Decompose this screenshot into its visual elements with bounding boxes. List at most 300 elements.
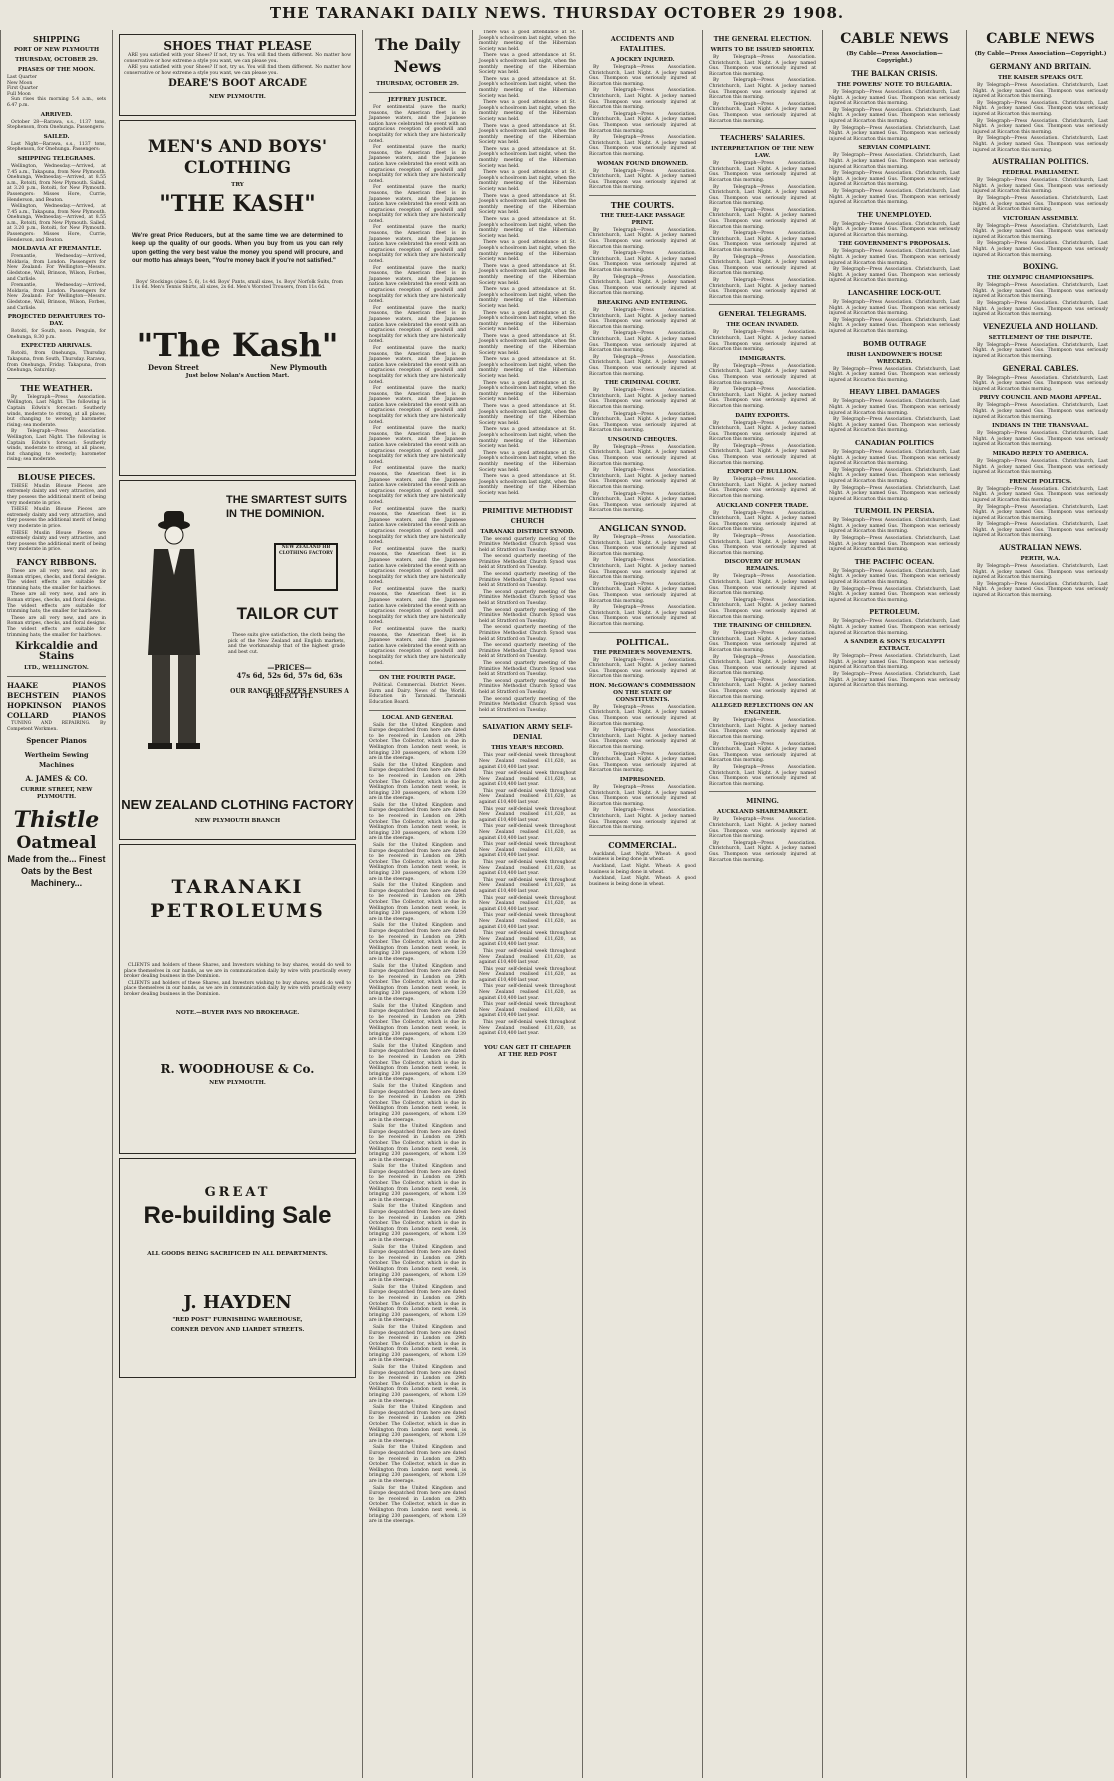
blouse-text: THESE Muslin Blouse Pieces are extremely dainty and very attractive, and they possess the additional merit of being very moderate in price. — [7, 483, 106, 506]
editorial-text: For sentimental (save the mark) reasons, the American fleet is in Japanese waters, and the Japanese nation have celebrated the event with an ungracious reception of goodwill and hospitality for which they are historically noted. — [369, 466, 466, 505]
cable-text: By Telegraph—Press Association. Christchurch, Last Night. A jockey named Gus. Thompson was seriously injured at Riccarton this morning. — [829, 125, 960, 142]
divider — [479, 717, 576, 718]
piano-label: PIANOS — [72, 691, 106, 701]
local-text: Sails for the United Kingdom and Europe despatched from here are dated to be received in London on 29th October. The Collector, which is due in Wellington from London next week, is bringing 230 passengers, of whom 139 are in the steerage. — [369, 1083, 466, 1123]
james-heading: A. JAMES & CO. — [25, 774, 88, 784]
bullion-heading: EXPORT OF BULLION. — [727, 469, 798, 476]
cheaper-notice: YOU CAN GET IT CHEAPER AT THE RED POST — [484, 1044, 571, 1058]
cooper-heading: AUCKLAND CONFER TRADE. — [716, 502, 809, 509]
court-text: By Telegraph—Press Association. Christchurch, Last Night. A jockey named Gus. Thompson was seriously injured at Riccarton this morning. — [589, 331, 696, 354]
telegram-text: By Telegraph—Press Association. Christchurch, Last Night. A jockey named Gus. Thompson was seriously injured at Riccarton this morning. — [709, 654, 816, 677]
teachers-heading: TEACHERS' SALARIES. — [720, 134, 805, 143]
moldavia-text: Fremantle, Wednesday.—Arrived, Moldavia, from London. Passengers for New Zealand: For Wellington—Messrs. Gledstone, Wall, Brinson, Wilson, Forbes, and Carlisle. — [7, 254, 106, 282]
oatmeal-tagline: Made from the... Finest Oats by the Best Machinery... — [7, 854, 106, 889]
mining-text: By Telegraph—Press Association. Christchurch, Last Night. A jockey named Gus. Thompson was seriously injured at Riccarton this morning. — [709, 817, 816, 840]
victorian-heading: VICTORIAN ASSEMBLY. — [1002, 215, 1079, 222]
mining-text: By Telegraph—Press Association. Christchurch, Last Night. A jockey named Gus. Thompson was seriously injured at Riccarton this morning. — [709, 840, 816, 863]
cable-text: By Telegraph—Press Association. Christchurch, Last Night. A jockey named Gus. Thompson was seriously injured at Riccarton this morning. — [973, 458, 1108, 476]
salvation-text: This year self-denial week throughout New Zealand realised £11,620, as against £10,400 last year. — [479, 948, 576, 966]
primitive-text: The second quarterly meeting of the Primitive Methodist Church Synod was held at Stratford on Tuesday. — [479, 696, 576, 713]
masthead: THE TARANAKI DAILY NEWS. THURSDAY OCTOBER 29 1908. — [269, 4, 845, 22]
deare-address: NEW PLYMOUTH. — [209, 94, 266, 101]
libel-heading: HEAVY LIBEL DAMAGES — [849, 388, 940, 397]
cable-text: By Telegraph—Press Association. Christchurch, Last Night. A jockey named Gus. Thompson was seriously injured at Riccarton this morning. — [973, 283, 1108, 300]
divider — [709, 304, 816, 305]
local-text: There was a good attendance at St. Joseph's schoolroom last night, when the monthly meeting of the Hibernian Society was held. — [479, 474, 576, 496]
great-label: GREAT — [204, 1185, 271, 1200]
primitive-text: The second quarterly meeting of the Primitive Methodist Church Synod was held at Stratford on Tuesday. — [479, 643, 576, 660]
cable-text: By Telegraph—Press Association. Christchurch, Last Night. A jockey named Gus. Thompson was seriously injured at Riccarton this morning. — [973, 564, 1108, 581]
telegrams-text-cont: Wellington, Wednesday.—Arrived, at 7.45 a.m., Takapuna, from New Plymouth. Onehunga, Wednesday.—Arrived, at 8.55 a.m., Rotoiti, from New Plymouth. Sailed, at 3.20 p.m., Rotoiti, for New Plymouth. Passengers: Misses Hore, Currie, Henderson, and Beaton. — [7, 204, 106, 243]
shoes-text: ARE you satisfied with your Shoes? If not, try us. You will find them different. No matter how conservative or how extreme a style you want, we can please you. — [124, 53, 351, 64]
piano-brand: HOPKINSON — [7, 701, 62, 711]
editorial-text: For sentimental (save the mark) reasons, the American fleet is in Japanese waters, and the Japanese nation have celebrated the event with an ungracious reception of goodwill and hospitality for which they are historically noted. — [369, 386, 466, 425]
cable-text: By Telegraph—Press Association. Christchurch, Last Night. A jockey named Gus. Thompson was seriously injured at Riccarton this morning. — [829, 586, 960, 603]
tuning-text: TUNING AND REPAIRING. By Competent Workmen. — [7, 721, 106, 732]
telegram-text: By Telegraph—Press Association. Christchurch, Last Night. A jockey named Gus. Thompson was seriously injured at Riccarton this morning. — [709, 420, 816, 443]
editorial-text: For sentimental (save the mark) reasons, the American fleet is in Japanese waters, and the Japanese nation have celebrated the event with an ungracious reception of goodwill and hospitality for which they are historically noted. — [369, 145, 466, 184]
cable-text: By Telegraph—Press Association. Christchurch, Last Night. A jockey named Gus. Thompson was seriously injured at Riccarton this morning. — [973, 581, 1108, 599]
petroleum-text-cont: CLIENTS and holders of these Shares, and Investors wishing to buy shares, would do well to place themselves in our hands, as we are in communication daily by wire with practically every broker dealing business in the Dominion. — [124, 980, 351, 997]
tree-heading: THE TREE-LAKE PASSAGE PRINT. — [600, 212, 685, 226]
synod-text: By Telegraph—Press Association. Christchurch, Last Night. A jockey named Gus. Thompson was seriously injured at Riccarton this morning. — [589, 558, 696, 581]
divider — [589, 195, 696, 196]
cable-text: By Telegraph—Press Association. Christchurch, Last Night. A jockey named Gus. Thompson was seriously injured at Riccarton this morning. — [973, 301, 1108, 318]
primitive-text: The second quarterly meeting of the Primitive Methodist Church Synod was held at Stratford on Tuesday. — [479, 589, 576, 607]
sailed-text: Last Night—Rarawa, s.s., 1137 tons, Stephenson, for Onehunga. Passengers: — [7, 141, 106, 153]
cable-text: By Telegraph—Press Association. Christchurch, Last Night. A jockey named Gus. Thompson was seriously injured at Riccarton this morning. — [973, 223, 1108, 240]
salvation-text: This year self-denial week throughout New Zealand realised £11,620, as against £10,400 last year. — [479, 842, 576, 859]
synod-text: By Telegraph—Press Association. Christchurch, Last Night. A jockey named Gus. Thompson was seriously injured at Riccarton this morning. — [589, 605, 696, 627]
telegram-text: By Telegraph—Press Association. Christchurch, Last Night. A jockey named Gus. Thompson was seriously injured at Riccarton this morning. — [709, 477, 816, 500]
rebuilding-sale-ad — [119, 1158, 356, 1378]
spencer-heading: Spencer Pianos — [26, 736, 87, 746]
telegram-text: By Telegraph—Press Association. Christchurch, Last Night. A jockey named Gus. Thompson was seriously injured at Riccarton this morning. — [709, 443, 816, 466]
petroleum-cable-heading: PETROLEUM. — [869, 608, 920, 617]
interp-heading: INTERPRETATION OF THE NEW LAW. — [711, 146, 814, 160]
salvation-text: This year self-denial week throughout New Zealand realised £11,620, as against £10,400 last year. — [479, 788, 576, 806]
cable-text: By Telegraph—Press Association. Christchurch, Last Night. A jockey named Gus. Thompson was seriously injured at Riccarton this morning. — [973, 486, 1108, 503]
local-text: Sails for the United Kingdom and Europe despatched from here are dated to be received in London on 29th October. The Collector, which is due in Wellington from London next week, is bringing 230 passengers, of whom 139 are in the steerage. — [369, 1003, 466, 1043]
settlement-heading: SETTLEMENT OF THE DISPUTE. — [988, 334, 1093, 341]
divider — [589, 518, 696, 519]
kash-items: Boys' Stockings (sizes 5, 6), 1s 4d. Boys' Pants, small sizes, 1s. Boys' Norfolk Suits, from 11s 6d. Men's Tennis Shirts, all sizes, 2s 6d. Men's Worsted Trousers, from 11s 6d. — [132, 279, 343, 291]
hb-badge: NEW ZEALAND HB CLOTHING FACTORY — [274, 543, 338, 591]
primitive-text: The second quarterly meeting of the Primitive Methodist Church Synod was held at Stratford on Tuesday. — [479, 625, 576, 642]
piano-brand: HAAKE — [7, 681, 38, 691]
clothing-factory-ad — [119, 480, 356, 840]
accidents-heading: ACCIDENTS AND FATALITIES. — [610, 35, 675, 53]
cable-text: By Telegraph—Press Association. Christchurch, Last Night. A jockey named Gus. Thompson was seriously injured at Riccarton this morning. — [973, 342, 1108, 359]
piano-label: PIANOS — [72, 681, 106, 691]
divider — [589, 835, 696, 836]
column-shipping — [0, 30, 112, 1778]
tailor-text: These suits give satisfaction, the cloth being the pick of the New Zealand and English markets, and the workmanship that of the highest grade and best cut. — [228, 633, 345, 655]
training-heading: THE TRAINING OF CHILDREN. — [713, 623, 812, 630]
cable-text: By Telegraph—Press Association. Christchurch, Last Night. A jockey named Gus. Thompson was seriously injured at Riccarton this morning. — [829, 267, 960, 284]
general-cables-heading: GENERAL CABLES. — [1002, 363, 1079, 373]
cable-text: By Telegraph—Press Association. Christchurch, Last Night. A jockey named Gus. Thompson was seriously injured at Riccarton this morning. — [829, 536, 960, 553]
political-heading: POLITICAL. — [615, 636, 670, 647]
primitive-text: The second quarterly meeting of the Primitive Methodist Church Synod was held at Stratford on Tuesday. — [479, 572, 576, 589]
local-text: There was a good attendance at St. Joseph's schoolroom last night, when the monthly meeting of the Hibernian Society was held. — [479, 123, 576, 146]
kirkcaldie-sub: LTD., WELLINGTON. — [24, 665, 89, 672]
piano-brand: COLLARD — [7, 711, 49, 721]
local-text: Sails for the United Kingdom and Europe despatched from here are dated to be received in London on 29th October. The Collector, which is due in Wellington from London next week, is bringing 230 passengers, of whom 139 are in the steerage. — [369, 762, 466, 802]
range-text: OUR RANGE OF SIZES ENSURES A PERFECT FIT. — [230, 687, 349, 701]
cable-text: By Telegraph—Press Association. Christchurch, Last Night. A jockey named Gus. Thompson was seriously injured at Riccarton this morning. — [829, 107, 960, 124]
telegrams-text: Wellington, Wednesday.—Arrived, at 7.45 a.m., Takapuna, from New Plymouth. Onehunga, Wednesday.—Arrived, at 8.55 a.m., Rotoiti, from New Plymouth. Sailed, at 3.20 p.m., Rotoiti, for New Plymouth. Passengers: Misses Hore, Currie, Henderson, and Beaton. — [7, 163, 106, 203]
column-editorial — [362, 30, 472, 1778]
editorial-text: For sentimental (save the mark) reasons, the American fleet is in Japanese waters, and the Japanese nation have celebrated the event with an ungracious reception of goodwill and hospitality for which they are historically noted. — [369, 105, 466, 144]
kash-street: Devon Street — [148, 362, 199, 372]
salvation-text: This year self-denial week throughout New Zealand realised £11,620, as against £10,400 last year. — [479, 860, 576, 877]
synod-text: By Telegraph—Press Association. Christchurch, Last Night. A jockey named Gus. Thompson was seriously injured at Riccarton this morning. — [589, 581, 696, 604]
salvation-text: This year self-denial week throughout New Zealand realised £11,620, as against £10,400 last year. — [479, 877, 576, 894]
local-text: Sails for the United Kingdom and Europe despatched from here are dated to be received in London on 29th October. The Collector, which is due in Wellington from London next week, is bringing 230 passengers, of whom 139 are in the steerage. — [369, 883, 466, 922]
price-list: 47s 6d, 52s 6d, 57s 6d, 63s — [236, 670, 343, 680]
court-text: By Telegraph—Press Association. Christchurch, Last Night. A jockey named Gus. Thompson was seriously injured at Riccarton this morning. — [589, 227, 696, 250]
column-cable-2 — [966, 30, 1114, 1778]
venezuela-heading: VENEZUELA AND HOLLAND. — [983, 321, 1098, 331]
local-text: Sails for the United Kingdom and Europe despatched from here are dated to be received in London on 29th October. The Collector, which is due in Wellington from London next week, is bringing 230 passengers, of whom 139 are in the steerage. — [369, 1284, 466, 1324]
divider — [589, 632, 696, 633]
telegram-text: By Telegraph—Press Association. Christchurch, Last Night. A jockey named Gus. Thompson was seriously injured at Riccarton this morning. — [709, 677, 816, 700]
blouse-text-cont2: THESE Muslin Blouse Pieces are extremely dainty and very attractive, and they possess the additional merit of being very moderate in price. — [7, 530, 106, 553]
cable-text: By Telegraph—Press Association. Christchurch, Last Night. A jockey named Gus. Thompson was seriously injured at Riccarton this morning. — [829, 153, 960, 170]
moon-item: Full Moon — [7, 91, 31, 97]
salvation-text: This year self-denial week throughout New Zealand realised £11,620, as against £10,400 last year. — [479, 1002, 576, 1019]
jockey-heading: A JOCKEY INJURED. — [610, 57, 675, 63]
bomb-heading: BOMB OUTRAGE — [862, 339, 927, 348]
ribbons-text: These are all very new, and are in Roman stripes, checks, and floral designs. The widest effects are suitable for trimming hats; the smaller for hairbows. — [7, 569, 106, 591]
local-text: There was a good attendance at St. Joseph's schoolroom last night, when the monthly meeting of the Hibernian Society was held. — [479, 450, 576, 473]
local-text: There was a good attendance at St. Joseph's schoolroom last night, when the monthly meeting of the Hibernian Society was held. — [479, 170, 576, 193]
cable-text: By Telegraph—Press Association. Christchurch, Last Night. A jockey named Gus. Thompson was seriously injured at Riccarton this morning. — [829, 249, 960, 266]
editorial-date: THURSDAY, OCTOBER 29. — [376, 81, 459, 87]
unsound-heading: UNSOUND CHEQUES. — [607, 436, 678, 443]
primitive-text: The second quarterly meeting of the Primitive Methodist Church Synod was held at Stratford on Tuesday. — [479, 607, 576, 624]
political-text: By Telegraph—Press Association. Christchurch, Last Night. A jockey named Gus. Thompson was seriously injured at Riccarton this morning. — [589, 728, 696, 751]
moon-list — [7, 75, 106, 97]
sailed-heading: SAILED. — [43, 133, 70, 140]
moldavia-heading: MOLDAVIA AT FREMANTLE. — [11, 246, 102, 253]
red-post-text: "RED POST" FURNISHING WAREHOUSE, — [172, 1317, 303, 1323]
telegram-text: By Telegraph—Press Association. Christchurch, Last Night. A jockey named Gus. Thompson was seriously injured at Riccarton this morning. — [709, 631, 816, 653]
commercial-text: Auckland, Last Night. Wheat: A good business is being done in wheat. — [589, 851, 696, 863]
tailor-cut-heading: TAILOR CUT — [236, 604, 339, 623]
cable-text: By Telegraph—Press Association. Christchurch, Last Night. A jockey named Gus. Thompson was seriously injured at Riccarton this morning. — [829, 654, 960, 671]
editorial-text: For sentimental (save the mark) reasons, the American fleet is in Japanese waters, and the Japanese nation have celebrated the event with an ungracious reception of goodwill and hospitality for which they are historically noted. — [369, 345, 466, 385]
auckland-heading: AUCKLAND SHAREMARKET. — [717, 809, 808, 816]
election-sub: WRITS TO BE ISSUED SHORTLY. — [710, 47, 815, 53]
port-title: PORT OF NEW PLYMOUTH — [13, 47, 100, 53]
local-text: Sails for the United Kingdom and Europe despatched from here are dated to be received in London on 29th October. The Collector, which is due in Wellington from London next week, is bringing 230 passengers, of whom 139 are in the steerage. — [369, 843, 466, 882]
primitive-text: The second quarterly meeting of the Primitive Methodist Church Synod was held at Stratford on Tuesday. — [479, 660, 576, 678]
cable-text: By Telegraph—Press Association. Christchurch, Last Night. A jockey named Gus. Thompson was seriously injured at Riccarton this morning. — [973, 403, 1108, 420]
cable-text: By Telegraph—Press Association. Christchurch, Last Night. A jockey named Gus. Thompson was seriously injured at Riccarton this morning. — [829, 90, 960, 107]
cable-text: By Telegraph—Press Association. Christchurch, Last Night. A jockey named Gus. Thompson was seriously injured at Riccarton this morning. — [829, 171, 960, 188]
cable-text: By Telegraph—Press Association. Christchurch, Last Night. A jockey named Gus. Thompson was seriously injured at Riccarton this morning. — [829, 300, 960, 317]
primitive-text: The second quarterly meeting of the Primitive Methodist Church Synod was held at Stratford on Tuesday. — [479, 554, 576, 571]
cable-sub: (By Cable—Press Association—Copyright.) — [974, 51, 1107, 57]
immigrants-heading: IMMIGRANTS. — [739, 355, 786, 362]
local-text: Sails for the United Kingdom and Europe despatched from here are dated to be received in London on 29th October. The Collector, which is due in Wellington from London next week, is bringing 230 passengers, of whom 139 are in the steerage. — [369, 1164, 466, 1203]
cable-sub: (By Cable—Press Association—Copyright.) — [846, 51, 943, 64]
lancashire-heading: LANCASHIRE LOCK-OUT. — [847, 289, 942, 298]
teachers-text: By Telegraph—Press Association. Christchurch, Last Night. A jockey named Gus. Thompson was seriously injured at Riccarton this morning. — [709, 254, 816, 277]
ribbons-text-cont2: These are all very new, and are in Roman stripes, checks, and floral designs. The widest effects are suitable for trimming hats; the smaller for hairbows. — [7, 615, 106, 638]
local-text: There was a good attendance at St. Joseph's schoolroom last night, when the monthly meeting of the Hibernian Society was held. — [479, 333, 576, 356]
local-text: Sails for the United Kingdom and Europe despatched from here are dated to be received in London on 29th October. The Collector, which is due in Wellington from London next week, is bringing 230 passengers, of whom 139 are in the steerage. — [369, 722, 466, 762]
hon-heading: HON. McGOWAN'S COMMISSION ON THE STATE OF CONSTITUENTS. — [589, 682, 696, 703]
kash-text: We're great Price Reducers, but at the same time we are determined to keep up the quality of our goods. When you buy from us you can rely upon getting the very best value the money you spend will procure, and our motto has always been, "You're money back if you're not satisfied." — [132, 233, 343, 265]
editorial-text: For sentimental (save the mark) reasons, the American fleet is in Japanese waters, and the Japanese nation have celebrated the event with an ungracious reception of goodwill and hospitality for which they are historically noted. — [369, 225, 466, 265]
blouse-text-cont: THESE Muslin Blouse Pieces are extremely dainty and very attractive, and they possess the additional merit of being very moderate in price. — [7, 507, 106, 530]
weather-text-cont: By Telegraph—Press Association. Wellington, Last Night. The following is Captain Edwin's forecast: Southerly winds, moderate to strong, at all places, but changing to westerly; barometer rising; sea moderate. — [7, 429, 106, 463]
sun-times: Sun rises this morning 5.4 a.m., sets 6.47 p.m. — [7, 97, 106, 108]
local-text: There was a good attendance at St. Joseph's schoolroom last night, when the monthly meeting of the Hibernian Society was held. — [479, 76, 576, 99]
pacific-heading: THE PACIFIC OCEAN. — [854, 557, 935, 566]
alleged-heading: ALLEGED REFLECTIONS ON AN ENGINEER. — [711, 703, 814, 717]
drowned-text: By Telegraph—Press Association. Christchurch, Last Night. A jockey named Gus. Thompson was seriously injured at Riccarton this morning. — [589, 168, 696, 191]
fourth-page-list: Political. Commercial. District News. Farm and Dairy. News of the World. Education in Taranaki. Taranaki Education Board. — [369, 683, 466, 705]
local-text: There was a good attendance at St. Joseph's schoolroom last night, when the monthly meeting of the Hibernian Society was held. — [479, 404, 576, 426]
kash-ad — [119, 120, 356, 476]
divider — [7, 467, 106, 468]
nzcf-branch: NEW PLYMOUTH BRANCH — [194, 818, 281, 824]
perth-heading: PERTH, W.A. — [1020, 556, 1061, 563]
indians-heading: INDIANS IN THE TRANSVAAL. — [992, 423, 1089, 430]
teachers-text: By Telegraph—Press Association. Christchurch, Last Night. A jockey named Gus. Thompson was seriously injured at Riccarton this morning. — [709, 161, 816, 183]
cable-text: By Telegraph—Press Association. Christchurch, Last Night. A jockey named Gus. Thompson was seriously injured at Riccarton this morning. — [829, 417, 960, 434]
court-text: By Telegraph—Press Association. Christchurch, Last Night. A jockey named Gus. Thompson was seriously injured at Riccarton this morning. — [589, 444, 696, 467]
ribbons-text-cont: These are all very new, and are in Roman stripes, checks, and floral designs. The widest effects are suitable for trimming hats; the smaller for hairbows. — [7, 592, 106, 615]
local-text: There was a good attendance at St. Joseph's schoolroom last night, when the monthly meeting of the Hibernian Society was held. — [479, 310, 576, 333]
privy-heading: PRIVY COUNCIL AND MAORI APPEAL. — [979, 395, 1102, 402]
telegram-text: By Telegraph—Press Association. Christchurch, Last Night. A jockey named Gus. Thompson was seriously injured at Riccarton this morning. — [709, 363, 816, 386]
election-text: By Telegraph—Press Association. Christchurch, Last Night. A jockey named Gus. Thompson was seriously injured at Riccarton this morning. — [709, 78, 816, 101]
cable-news-heading: CABLE NEWS — [840, 31, 949, 47]
court-text: By Telegraph—Press Association. Christchurch, Last Night. A jockey named Gus. Thompson was seriously injured at Riccarton this morning. — [589, 354, 696, 377]
local-text: There was a good attendance at St. Joseph's schoolroom last night, when the monthly meeting of the Hibernian Society was held. — [479, 193, 576, 216]
australian-news-heading: AUSTRALIAN NEWS. — [999, 543, 1082, 553]
cable-text: By Telegraph—Press Association. Christchurch, Last Night. A jockey named Gus. Thompson was seriously injured at Riccarton this morning. — [973, 83, 1108, 100]
column-cable-1 — [822, 30, 966, 1778]
local-text: Sails for the United Kingdom and Europe despatched from here are dated to be received in London on 29th October. The Collector, which is due in Wellington from London next week, is bringing 230 passengers, of whom 139 are in the steerage. — [369, 1204, 466, 1243]
piano-label: PIANOS — [72, 711, 106, 721]
cable-text: By Telegraph—Press Association. Christchurch, Last Night. A jockey named Gus. Thompson was seriously injured at Riccarton this morning. — [829, 317, 960, 334]
piano-brand: BECHSTEIN — [7, 691, 60, 701]
salvation-heading: SALVATION ARMY SELF-DENIAL — [482, 723, 573, 742]
divider — [369, 670, 466, 671]
editorial-text: For sentimental (save the mark) reasons, the American fleet is in Japanese waters, and the Japanese nation have celebrated the event with an ungracious reception of goodwill and hospitality for which they are historically noted. — [369, 586, 466, 626]
drowned-heading: WOMAN FOUND DROWNED. — [596, 160, 688, 167]
local-text: There was a good attendance at St. Joseph's schoolroom last night, when the monthly meeting of the Hibernian Society was held. — [479, 427, 576, 450]
commercial-text: Auckland, Last Night. Wheat: A good business is being done in wheat. — [589, 876, 696, 887]
telegram-text: By Telegraph—Press Association. Christchurch, Last Night. A jockey named Gus. Thompson was seriously injured at Riccarton this morning. — [709, 741, 816, 764]
federal-heading: FEDERAL PARLIAMENT. — [1002, 170, 1079, 177]
salvation-text: This year self-denial week throughout New Zealand realised £11,620, as against £10,400 last year. — [479, 1020, 576, 1037]
olympic-heading: THE OLYMPIC CHAMPIONSHIPS. — [987, 275, 1094, 282]
fourth-page-heading: ON THE FOURTH PAGE. — [379, 675, 456, 682]
divider — [709, 128, 816, 129]
divider — [369, 92, 466, 93]
editorial-text: For sentimental (save the mark) reasons, the American fleet is in Japanese waters, and the Japanese nation have celebrated the event with an ungracious reception of goodwill and hospitality for which they are historically noted. — [369, 506, 466, 546]
telegram-text: By Telegraph—Press Association. Christchurch, Last Night. A jockey named Gus. Thompson was seriously injured at Riccarton this morning. — [709, 574, 816, 597]
weather-text: By Telegraph—Press Association. Wellington, Last Night. The following is Captain Edwin's forecast: Southerly winds, moderate to strong, at all places, but changing to westerly; barometer rising; sea moderate. — [7, 394, 106, 428]
shoes-ad — [119, 34, 356, 116]
cable-text: By Telegraph—Press Association. Christchurch, Last Night. A jockey named Gus. Thompson was seriously injured at Riccarton this morning. — [829, 467, 960, 484]
telegram-text: By Telegraph—Press Association. Christchurch, Last Night. A jockey named Gus. Thompson was seriously injured at Riccarton this morning. — [709, 330, 816, 353]
salvation-text: This year self-denial week throughout New Zealand realised £11,620, as against £10,400 last year. — [479, 984, 576, 1001]
canadian-heading: CANADIAN POLITICS — [854, 438, 935, 447]
woodhouse-heading: R. WOODHOUSE & Co. — [160, 1061, 315, 1076]
political-text: By Telegraph—Press Association. Christchurch, Last Night. A jockey named Gus. Thompson was seriously injured at Riccarton this morning. — [589, 657, 696, 680]
cable-text: By Telegraph—Press Association. Christchurch, Last Night. A jockey named Gus. Thompson was seriously injured at Riccarton this morning. — [973, 522, 1108, 539]
wertheim-heading: Wertheim Sewing Machines — [24, 751, 89, 770]
dairy-heading: DAIRY EXPORTS. — [735, 412, 790, 419]
local-text: There was a good attendance at St. Joseph's schoolroom last night, when the monthly meeting of the Hibernian Society was held. — [479, 240, 576, 263]
kaiser-heading: THE KAISER SPEAKS OUT. — [998, 75, 1083, 81]
column-news — [582, 30, 702, 1778]
cable-text: By Telegraph—Press Association. Christchurch, Last Night. A jockey named Gus. Thompson was seriously injured at Riccarton this morning. — [973, 100, 1108, 117]
cable-text: By Telegraph—Press Association. Christchurch, Last Night. A jockey named Gus. Thompson was seriously injured at Riccarton this morning. — [829, 671, 960, 689]
shipping-heading: SHIPPING — [33, 34, 80, 44]
boxing-heading: BOXING. — [1022, 262, 1059, 272]
court-text: By Telegraph—Press Association. Christchurch, Last Night. A jockey named Gus. Thompson was seriously injured at Riccarton this morning. — [589, 274, 696, 297]
james-address: CURRIE STREET, NEW PLYMOUTH. — [20, 787, 93, 801]
column-ads — [112, 30, 362, 1778]
daily-news-title: The Daily News — [375, 35, 460, 76]
divider — [7, 378, 106, 379]
column-election — [702, 30, 822, 1778]
local-text: Sails for the United Kingdom and Europe despatched from here are dated to be received in London on 29th October. The Collector, which is due in Wellington from London next week, is bringing 230 passengers, of whom 139 are in the steerage. — [369, 1445, 466, 1484]
kash-heading: "THE KASH" — [159, 191, 316, 217]
germany-heading: GERMANY AND BRITAIN. — [989, 62, 1092, 71]
local-text: There was a good attendance at St. Joseph's schoolroom last night, when the monthly meeting of the Hibernian Society was held. — [479, 53, 576, 76]
shipping-date: THURSDAY, OCTOBER 29. — [15, 57, 98, 63]
cable-text: By Telegraph—Press Association. Christchurch, Last Night. A jockey named Gus. Thompson was seriously injured at Riccarton this morning. — [829, 518, 960, 535]
cable-text: By Telegraph—Press Association. Christchurch, Last Night. A jockey named Gus. Thompson was seriously injured at Riccarton this morning. — [973, 118, 1108, 135]
telegrams-heading: GENERAL TELEGRAMS. — [718, 310, 807, 319]
shoes-text-cont: ARE you satisfied with your Shoes? If not, try us. You will find them different. No matter how conservative or how extreme a style you want, we can please you. — [124, 65, 351, 76]
anglican-heading: ANGLICAN SYNOD. — [598, 523, 687, 533]
jeffrey-heading: JEFFREY JUSTICE. — [388, 97, 447, 103]
australian-heading: AUSTRALIAN POLITICS. — [992, 157, 1089, 167]
kash-logo: "The Kash" — [136, 325, 339, 364]
election-heading: THE GENERAL ELECTION. — [713, 35, 812, 43]
cable-text: By Telegraph—Press Association. Christchurch, Last Night. A jockey named Gus. Thompson was seriously injured at Riccarton this morning. — [973, 375, 1108, 392]
cable-text: By Telegraph—Press Association. Christchurch, Last Night. A jockey named Gus. Thompson was seriously injured at Riccarton this morning. — [973, 504, 1108, 521]
cable-text: By Telegraph—Press Association. Christchurch, Last Night. A jockey named Gus. Thompson was seriously injured at Riccarton this morning. — [973, 431, 1108, 448]
gentleman-illustration — [128, 505, 220, 755]
cable-text: By Telegraph—Press Association. Christchurch, Last Night. A jockey named Gus. Thompson was seriously injured at Riccarton this morning. — [829, 619, 960, 636]
ribbons-heading: FANCY RIBBONS. — [16, 557, 97, 567]
local-heading: LOCAL AND GENERAL — [381, 714, 454, 721]
primitive-text: The second quarterly meeting of the Primitive Methodist Church Synod was held at Stratford on Tuesday. — [479, 678, 576, 695]
local-text: Sails for the United Kingdom and Europe despatched from here are dated to be received in London on 29th October. The Collector, which is due in Wellington from London next week, is bringing 230 passengers, of whom 139 are in the steerage. — [369, 963, 466, 1003]
salvation-text: This year self-denial week throughout New Zealand realised £11,620, as against £10,400 last year. — [479, 771, 576, 788]
mens-clothing-heading: MEN'S AND BOYS' CLOTHING — [147, 137, 328, 178]
salvation-text: This year self-denial week throughout New Zealand realised £11,620, as against £10,400 last year. — [479, 824, 576, 841]
telegrams-heading: SHIPPING TELEGRAMS. — [17, 155, 96, 162]
teachers-text: By Telegraph—Press Association. Christchurch, Last Night. A jockey named Gus. Thompson was seriously injured at Riccarton this morning. — [709, 184, 816, 207]
kash-near: Just below Nolan's Auction Mart. — [185, 373, 290, 380]
telegram-text: By Telegraph—Press Association. Christchurch, Last Night. A jockey named Gus. Thompson was seriously injured at Riccarton this morning. — [709, 765, 816, 787]
election-text: By Telegraph—Press Association. Christchurch, Last Night. A jockey named Gus. Thompson was seriously injured at Riccarton this morning. — [709, 55, 816, 77]
moon-item: First Quarter — [7, 86, 38, 92]
powers-heading: THE POWERS' NOTE TO BULGARIA. — [836, 82, 953, 88]
piano-label: PIANOS — [72, 701, 106, 711]
turmoil-heading: TURMOIL IN PERSIA. — [854, 507, 935, 516]
commercial-heading: COMMERCIAL. — [608, 839, 677, 850]
weather-heading: THE WEATHER. — [20, 382, 93, 393]
kirkcaldie-heading: Kirkcaldie and Stains — [15, 641, 98, 663]
divider — [479, 501, 576, 502]
piano-list — [7, 681, 106, 721]
election-text: By Telegraph—Press Association. Christchurch, Last Night. A jockey named Gus. Thompson was seriously injured at Riccarton this morning. — [709, 101, 816, 124]
french-heading: FRENCH POLITICS. — [1009, 478, 1072, 485]
local-text: Sails for the United Kingdom and Europe despatched from here are dated to be received in London on 29th October. The Collector, which is due in Wellington from London next week, is bringing 230 passengers, of whom 139 are in the steerage. — [369, 1244, 466, 1284]
salvation-sub: THIS YEAR'S RECORD. — [491, 745, 564, 752]
unemployed-heading: THE UNEMPLOYED. — [857, 210, 932, 219]
goods-text: ALL GOODS BEING SACRIFICED IN ALL DEPARTMENTS. — [147, 1251, 328, 1257]
nzcf-heading: NEW ZEALAND CLOTHING FACTORY — [121, 797, 354, 812]
shoes-heading: SHOES THAT PLEASE — [163, 39, 312, 53]
court-text: By Telegraph—Press Association. Christchurch, Last Night. A jockey named Gus. Thompson was seriously injured at Riccarton this morning. — [589, 468, 696, 491]
teachers-text: By Telegraph—Press Association. Christchurch, Last Night. A jockey named Gus. Thompson was seriously injured at Riccarton this morning. — [709, 231, 816, 254]
human-heading: DISCOVERY OF HUMAN REMAINS. — [724, 559, 801, 573]
hayden-heading: J. HAYDEN — [183, 1292, 292, 1313]
cable-text: By Telegraph—Press Association. Christchurch, Last Night. A jockey named Gus. Thompson was seriously injured at Riccarton this morning. — [973, 136, 1108, 153]
cable-text: By Telegraph—Press Association. Christchurch, Last Night. A jockey named Gus. Thompson was seriously injured at Riccarton this morning. — [829, 449, 960, 467]
petroleum-text: CLIENTS and holders of these Shares, and Investors wishing to buy shares, would do well to place themselves in our hands, as we are in communication daily by wire with practically every broker dealing business in the Dominion. — [124, 963, 351, 980]
editorial-text: For sentimental (save the mark) reasons, the American fleet is in Japanese waters, and the Japanese nation have celebrated the event with an ungracious reception of goodwill and hospitality for which they are historically noted. — [369, 305, 466, 345]
mining-heading: MINING. — [746, 797, 779, 806]
divider — [709, 791, 816, 792]
balkan-heading: THE BALKAN CRISIS. — [851, 69, 938, 78]
court-text: By Telegraph—Press Association. Christchurch, Last Night. A jockey named Gus. Thompson was seriously injured at Riccarton this morning. — [589, 388, 696, 410]
salvation-text: This year self-denial week throughout New Zealand realised £11,620, as against £10,400 last year. — [479, 806, 576, 823]
court-text: By Telegraph—Press Association. Christchurch, Last Night. A jockey named Gus. Thompson was seriously injured at Riccarton this morning. — [589, 491, 696, 514]
salvation-text: This year self-denial week throughout New Zealand realised £11,620, as against £10,400 last year. — [479, 931, 576, 948]
jockey-text: By Telegraph—Press Association. Christchurch, Last Night. A jockey named Gus. Thompson was seriously injured at Riccarton this morning. — [589, 88, 696, 111]
primitive-heading: PRIMITIVE METHODIST CHURCH — [482, 506, 573, 525]
synod-text: By Telegraph—Press Association. Christchurch, Last Night. A jockey named Gus. Thompson was seriously injured at Riccarton this morning. — [589, 535, 696, 557]
salvation-text: This year self-denial week throughout New Zealand realised £11,620, as against £10,400 last year. — [479, 966, 576, 983]
moon-heading: PHASES OF THE MOON. — [17, 67, 96, 73]
editorial-text: For sentimental (save the mark) reasons, the American fleet is in Japanese waters, and the Japanese nation have celebrated the event with an ungracious reception of goodwill and hospitality for which they are historically noted. — [369, 546, 466, 586]
arrived-heading: ARRIVED. — [40, 111, 73, 118]
local-text: There was a good attendance at St. Joseph's schoolroom last night, when the monthly meeting of the Hibernian Society was held. — [479, 217, 576, 239]
primitive-text: The second quarterly meeting of the Primitive Methodist Church Synod was held at Stratford on Tuesday. — [479, 536, 576, 553]
court-text: By Telegraph—Press Association. Christchurch, Last Night. A jockey named Gus. Thompson was seriously injured at Riccarton this morning. — [589, 251, 696, 274]
kash-town: New Plymouth — [270, 362, 327, 372]
court-text: By Telegraph—Press Association. Christchurch, Last Night. A jockey named Gus. Thompson was seriously injured at Riccarton this morning. — [589, 411, 696, 434]
cable-text: By Telegraph—Press Association. Christchurch, Last Night. A jockey named Gus. Thompson was seriously injured at Riccarton this morning. — [829, 221, 960, 238]
moon-item: Last Quarter — [7, 75, 37, 80]
teachers-text: By Telegraph—Press Association. Christchurch, Last Night. A jockey named Gus. Thompson was seriously injured at Riccarton this morning. — [709, 207, 816, 230]
telegram-text: By Telegraph—Press Association. Christchurch, Last Night. A jockey named Gus. Thompson was seriously injured at Riccarton this morning. — [709, 510, 816, 533]
editorial-text: For sentimental (save the mark) reasons, the American fleet is in Japanese waters, and the Japanese nation have celebrated the event with an ungracious reception of goodwill and hospitality for which they are historically noted. — [369, 627, 466, 666]
local-text: There was a good attendance at St. Joseph's schoolroom last night, when the monthly meeting of the Hibernian Society was held. — [479, 380, 576, 403]
moldavia-text-cont: Fremantle, Wednesday.—Arrived, Moldavia, from London. Passengers for New Zealand: For Wellington—Messrs. Gledstone, Wall, Brinson, Wilson, Forbes, and Carlisle. — [7, 283, 106, 311]
local-text: There was a good attendance at St. Joseph's schoolroom last night, when the monthly meeting of the Hibernian Society was held. — [479, 146, 576, 169]
arrived-text: October 28—Rarawa, s.s., 1137 tons, Stephenson, from Onehunga. Passengers: — [7, 119, 106, 131]
local-text: Sails for the United Kingdom and Europe despatched from here are dated to be received in London on 29th October. The Collector, which is due in Wellington from London next week, is bringing 230 passengers, of whom 139 are in the steerage. — [369, 1324, 466, 1364]
try-label: TRY — [231, 182, 244, 188]
